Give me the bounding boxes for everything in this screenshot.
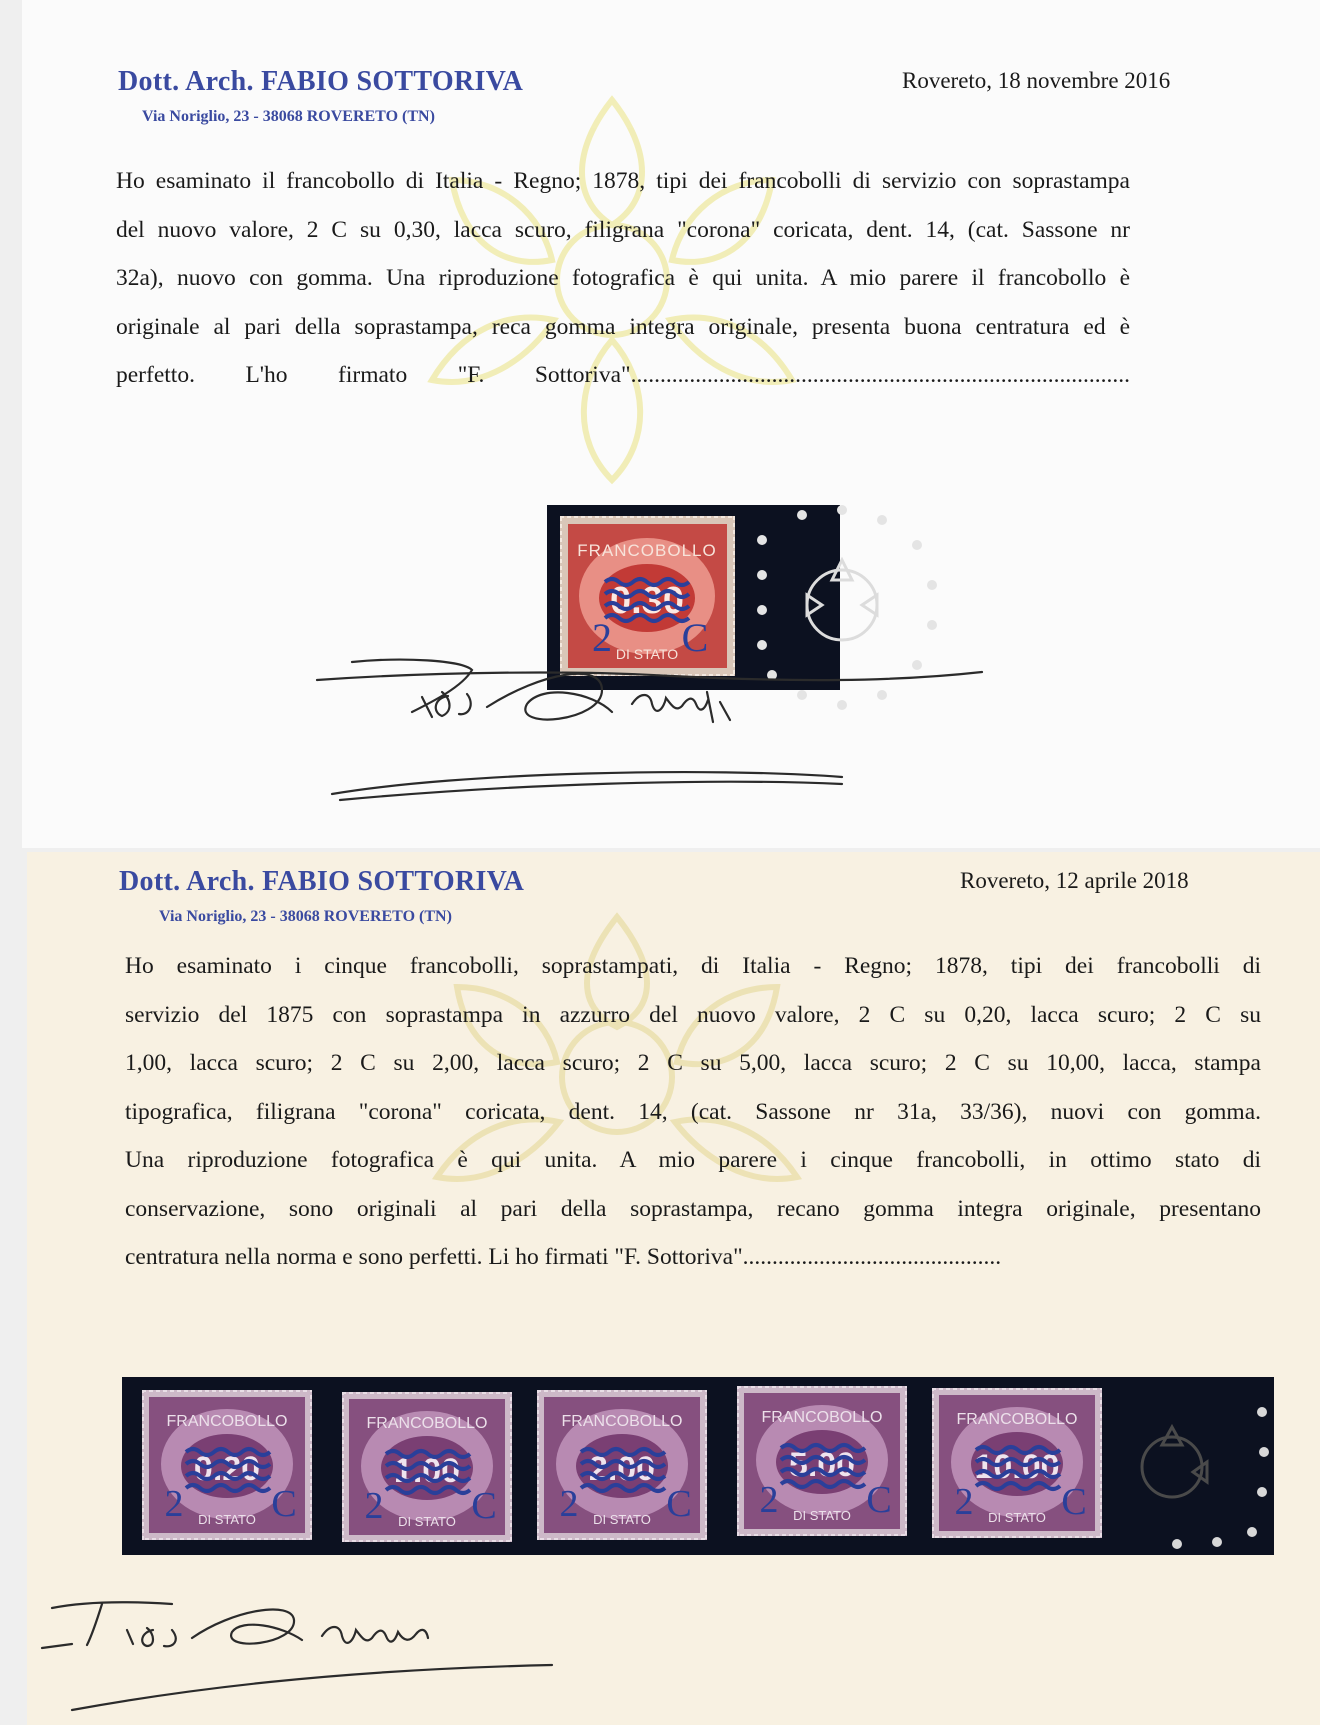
overprint-numeral: 2 [164, 1483, 184, 1525]
stamp-value: 1.00 [393, 1452, 461, 1490]
body-line: perfetto. L'ho firmato "F. Sottoriva"..................................................................................... [116, 362, 1130, 388]
stamp-top-text: FRANCOBOLLO [561, 1413, 683, 1430]
stamp-bottom-text: DI STATO [793, 1508, 851, 1523]
stamp-bottom-text: DI STATO [593, 1512, 651, 1527]
body-line: del nuovo valore, 2 C su 0,30, lacca scuro, filigrana "corona" coricata, dent. 14, (cat. Sassone nr [116, 216, 1130, 243]
certificate-body [116, 157, 1130, 400]
body-line: 1,00, lacca scuro; 2 C su 2,00, lacca scuro; 2 C su 5,00, lacca scuro; 2 C su 10,00, lacca, stampa [125, 1050, 1261, 1076]
stamp-value: 10.00 [974, 1448, 1060, 1486]
certificate-2018 [27, 852, 1320, 1725]
stamp-bottom-text: DI STATO [198, 1512, 256, 1527]
overprint-numeral: 2 [559, 1483, 579, 1525]
stamp-top-text: FRANCOBOLLO [166, 1413, 288, 1430]
body-line: servizio del 1875 con soprastampa in azzurro del nuovo valore, 2 C su 0,20, lacca scuro; 2 C su [125, 1001, 1261, 1028]
overprint-letter: C [666, 1483, 692, 1525]
stamp-bottom-text: DI STATO [398, 1514, 456, 1529]
stamp [342, 1392, 512, 1542]
certificate-date: Rovereto, 18 novembre 2016 [902, 68, 1171, 93]
body-line: 32a), nuovo con gomma. Una riproduzione fotografica è qui unita. A mio parere il francobollo è [116, 265, 1130, 291]
expert-name: Dott. Arch. FABIO SOTTORIVA [119, 866, 525, 897]
handwritten-signature [312, 652, 992, 802]
overprint-letter: C [681, 615, 709, 660]
body-line: Una riproduzione fotografica è qui unita. A mio parere i cinque francobolli, in ottimo stato di [125, 1147, 1261, 1173]
expert-address: Via Noriglio, 23 - 38068 ROVERETO (TN) [142, 108, 435, 125]
overprint-numeral: 2 [759, 1479, 779, 1521]
stamp-value: 0.20 [193, 1450, 261, 1488]
body-line: conservazione, sono originali al pari della soprastampa, recano gomma integra originale, presentano [125, 1195, 1261, 1222]
stamp-top-text: FRANCOBOLLO [577, 541, 717, 560]
body-line: tipografica, filigrana "corona" coricata, dent. 14, (cat. Sassone nr 31a, 33/36), nuovi con gomma. [125, 1098, 1261, 1125]
overprint-letter: C [271, 1483, 297, 1525]
expert-name: Dott. Arch. FABIO SOTTORIVA [118, 66, 524, 97]
handwritten-signature [32, 1590, 592, 1720]
stamp-value: 0.30 [610, 580, 684, 622]
certificate-2016 [22, 0, 1320, 848]
stamp [142, 1390, 312, 1540]
overprint-numeral: 2 [592, 615, 612, 660]
stamp-value: 2.00 [588, 1450, 656, 1488]
stamp [537, 1390, 707, 1540]
stamp-value: 5.00 [788, 1446, 856, 1484]
certificate-date: Rovereto, 12 aprile 2018 [960, 868, 1189, 893]
stamp-top-text: FRANCOBOLLO [366, 1415, 488, 1432]
body-line: originale al pari della soprastampa, reca gomma integra originale, presenta buona centratura ed è [116, 313, 1130, 340]
body-line: Ho esaminato il francobollo di Italia - Regno; 1878, tipi dei francobolli di servizio con soprastampa [116, 168, 1130, 194]
embossed-seal [1102, 1382, 1277, 1552]
overprint-letter: C [1061, 1481, 1087, 1523]
certificate-body [125, 942, 1261, 1282]
stamp-top-text: FRANCOBOLLO [956, 1411, 1078, 1428]
stamp [932, 1388, 1102, 1538]
overprint-letter: C [866, 1479, 892, 1521]
overprint-numeral: 2 [364, 1485, 384, 1527]
stamp-bottom-text: DI STATO [988, 1510, 1046, 1525]
stamp [737, 1386, 907, 1536]
overprint-numeral: 2 [954, 1481, 974, 1523]
expert-address: Via Noriglio, 23 - 38068 ROVERETO (TN) [159, 908, 452, 925]
overprint-letter: C [471, 1485, 497, 1527]
body-line: Ho esaminato i cinque francobolli, soprastampati, di Italia - Regno; 1878, tipi dei francobolli di [125, 953, 1261, 979]
body-line: centratura nella norma e sono perfetti. Li ho firmati "F. Sottoriva"............................................ [125, 1244, 1002, 1270]
stamp-top-text: FRANCOBOLLO [761, 1409, 883, 1426]
stamp-bottom-text: DI STATO [615, 646, 679, 662]
